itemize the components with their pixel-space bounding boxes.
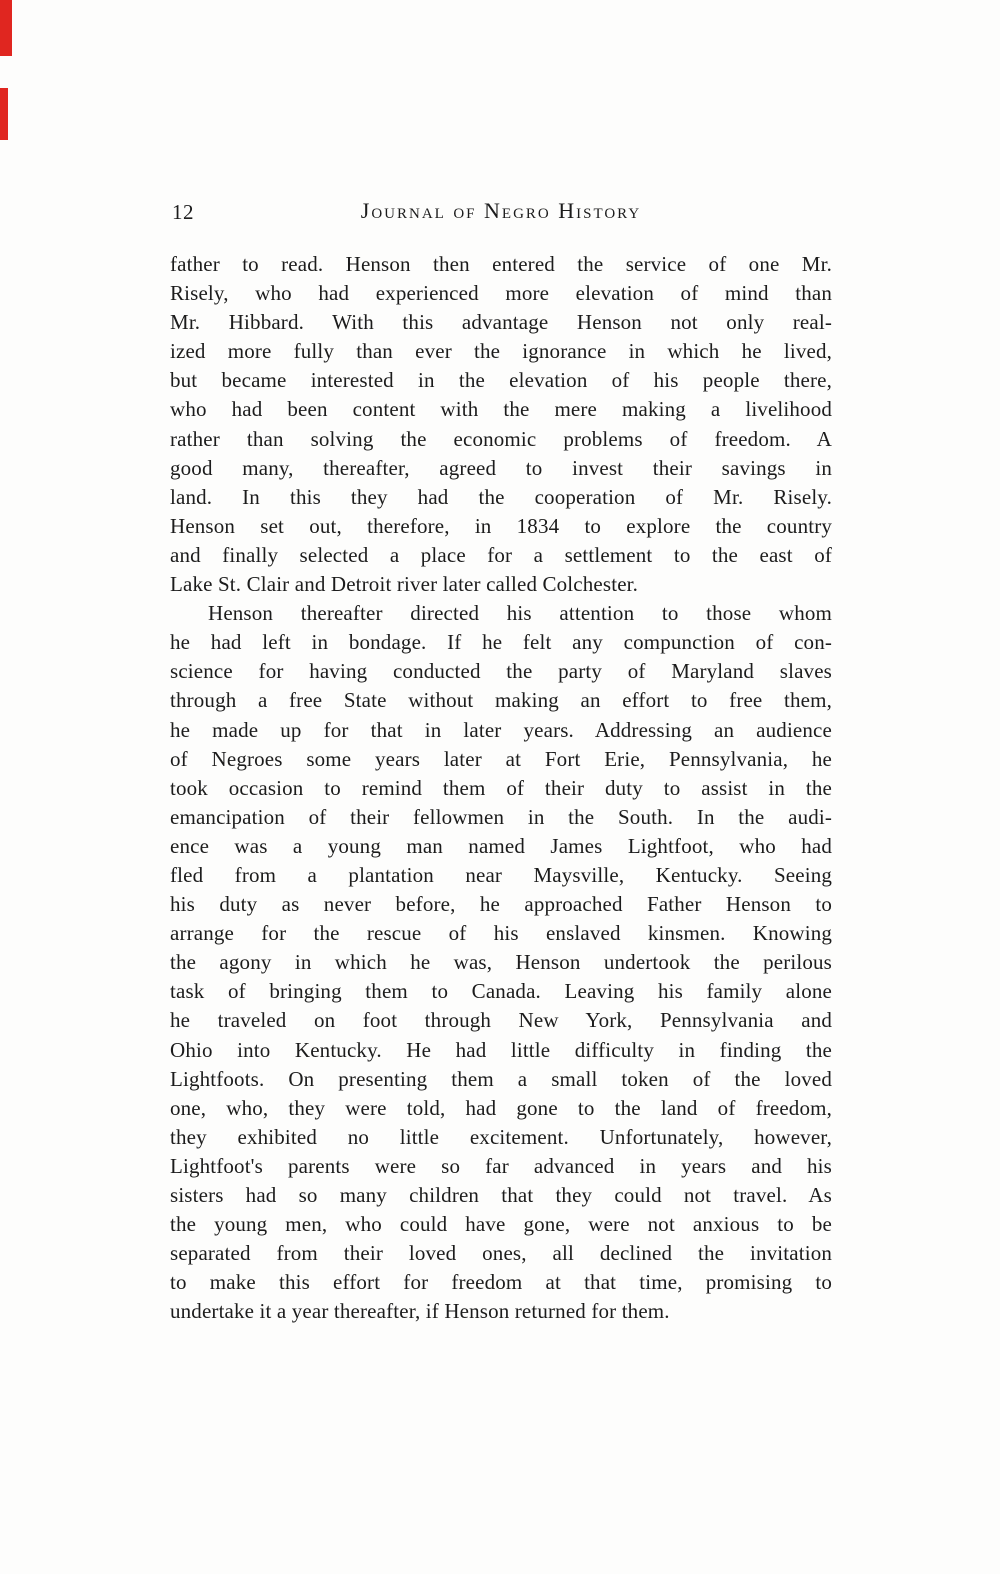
- text-line: sisters had so many children that they could not travel. As: [170, 1183, 832, 1207]
- text-line: Risely, who had experienced more elevation of mind than: [170, 281, 832, 306]
- text-line: he had left in bondage. If he felt any compunction of con-: [170, 630, 832, 655]
- text-line: Lightfoots. On presenting them a small token of the loved: [170, 1066, 832, 1091]
- text-line: Ohio into Kentucky. He had little difficulty in finding the: [170, 1037, 832, 1062]
- text-line: land. In this they had the cooperation of Mr. Risely.: [170, 484, 832, 509]
- text-line: ence was a young man named James Lightfoot, who had: [170, 833, 832, 858]
- text-line: arrange for the rescue of his enslaved kinsmen. Knowing: [170, 921, 832, 946]
- paragraph: [170, 250, 832, 599]
- text-line: Lightfoot's parents were so far advanced in years and his: [170, 1153, 832, 1178]
- text-line: undertake it a year thereafter, if Henson returned for them.: [170, 1299, 670, 1324]
- text-line: separated from their loved ones, all declined the invitation: [170, 1241, 832, 1266]
- text-line: Lake St. Clair and Detroit river later called Colchester.: [170, 572, 639, 597]
- text-line: Henson thereafter directed his attention to those whom: [208, 601, 832, 626]
- red-scan-artifact-top: [0, 0, 12, 56]
- page-number: 12: [172, 200, 194, 224]
- paragraph: [170, 599, 832, 1326]
- text-line: science for having conducted the party of Maryland slaves: [170, 659, 832, 684]
- text-line: took occasion to remind them of their duty to assist in the: [170, 775, 832, 800]
- text-line: father to read. Henson then entered the service of one Mr.: [170, 252, 832, 276]
- text-line: task of bringing them to Canada. Leaving his family alone: [170, 979, 832, 1004]
- text-line: they exhibited no little excitement. Unfortunately, however,: [170, 1124, 832, 1149]
- text-line: one, who, they were told, had gone to the land of freedom,: [170, 1095, 832, 1120]
- text-line: Henson set out, therefore, in 1834 to explore the country: [170, 513, 832, 538]
- red-scan-artifact-lower: [0, 88, 8, 140]
- text-line: Mr. Hibbard. With this advantage Henson not only real-: [170, 310, 832, 335]
- text-line: he made up for that in later years. Addressing an audience: [170, 717, 832, 742]
- body-text: [170, 250, 832, 1326]
- text-line: and finally selected a place for a settlement to the east of: [170, 542, 832, 567]
- text-line: fled from a plantation near Maysville, Kentucky. Seeing: [170, 862, 832, 887]
- page-header: [170, 198, 832, 228]
- text-line: ized more fully than ever the ignorance in which he lived,: [170, 339, 832, 364]
- text-line: the agony in which he was, Henson undertook the perilous: [170, 950, 832, 975]
- text-line: of Negroes some years later at Fort Erie, Pennsylvania, he: [170, 746, 832, 771]
- journal-title: Journal of Negro History: [360, 198, 642, 223]
- text-line: his duty as never before, he approached Father Henson to: [170, 892, 832, 917]
- text-line: he traveled on foot through New York, Pennsylvania and: [170, 1008, 832, 1033]
- text-line: emancipation of their fellowmen in the South. In the audi-: [170, 804, 832, 829]
- text-line: rather than solving the economic problems of freedom. A: [170, 426, 832, 451]
- text-line: good many, thereafter, agreed to invest their savings in: [170, 455, 832, 480]
- text-line: but became interested in the elevation of his people there,: [170, 368, 832, 393]
- text-line: the young men, who could have gone, were not anxious to be: [170, 1212, 832, 1237]
- text-line: to make this effort for freedom at that time, promising to: [170, 1270, 832, 1295]
- text-line: through a free State without making an effort to free them,: [170, 688, 832, 713]
- text-line: who had been content with the mere making a livelihood: [170, 397, 832, 422]
